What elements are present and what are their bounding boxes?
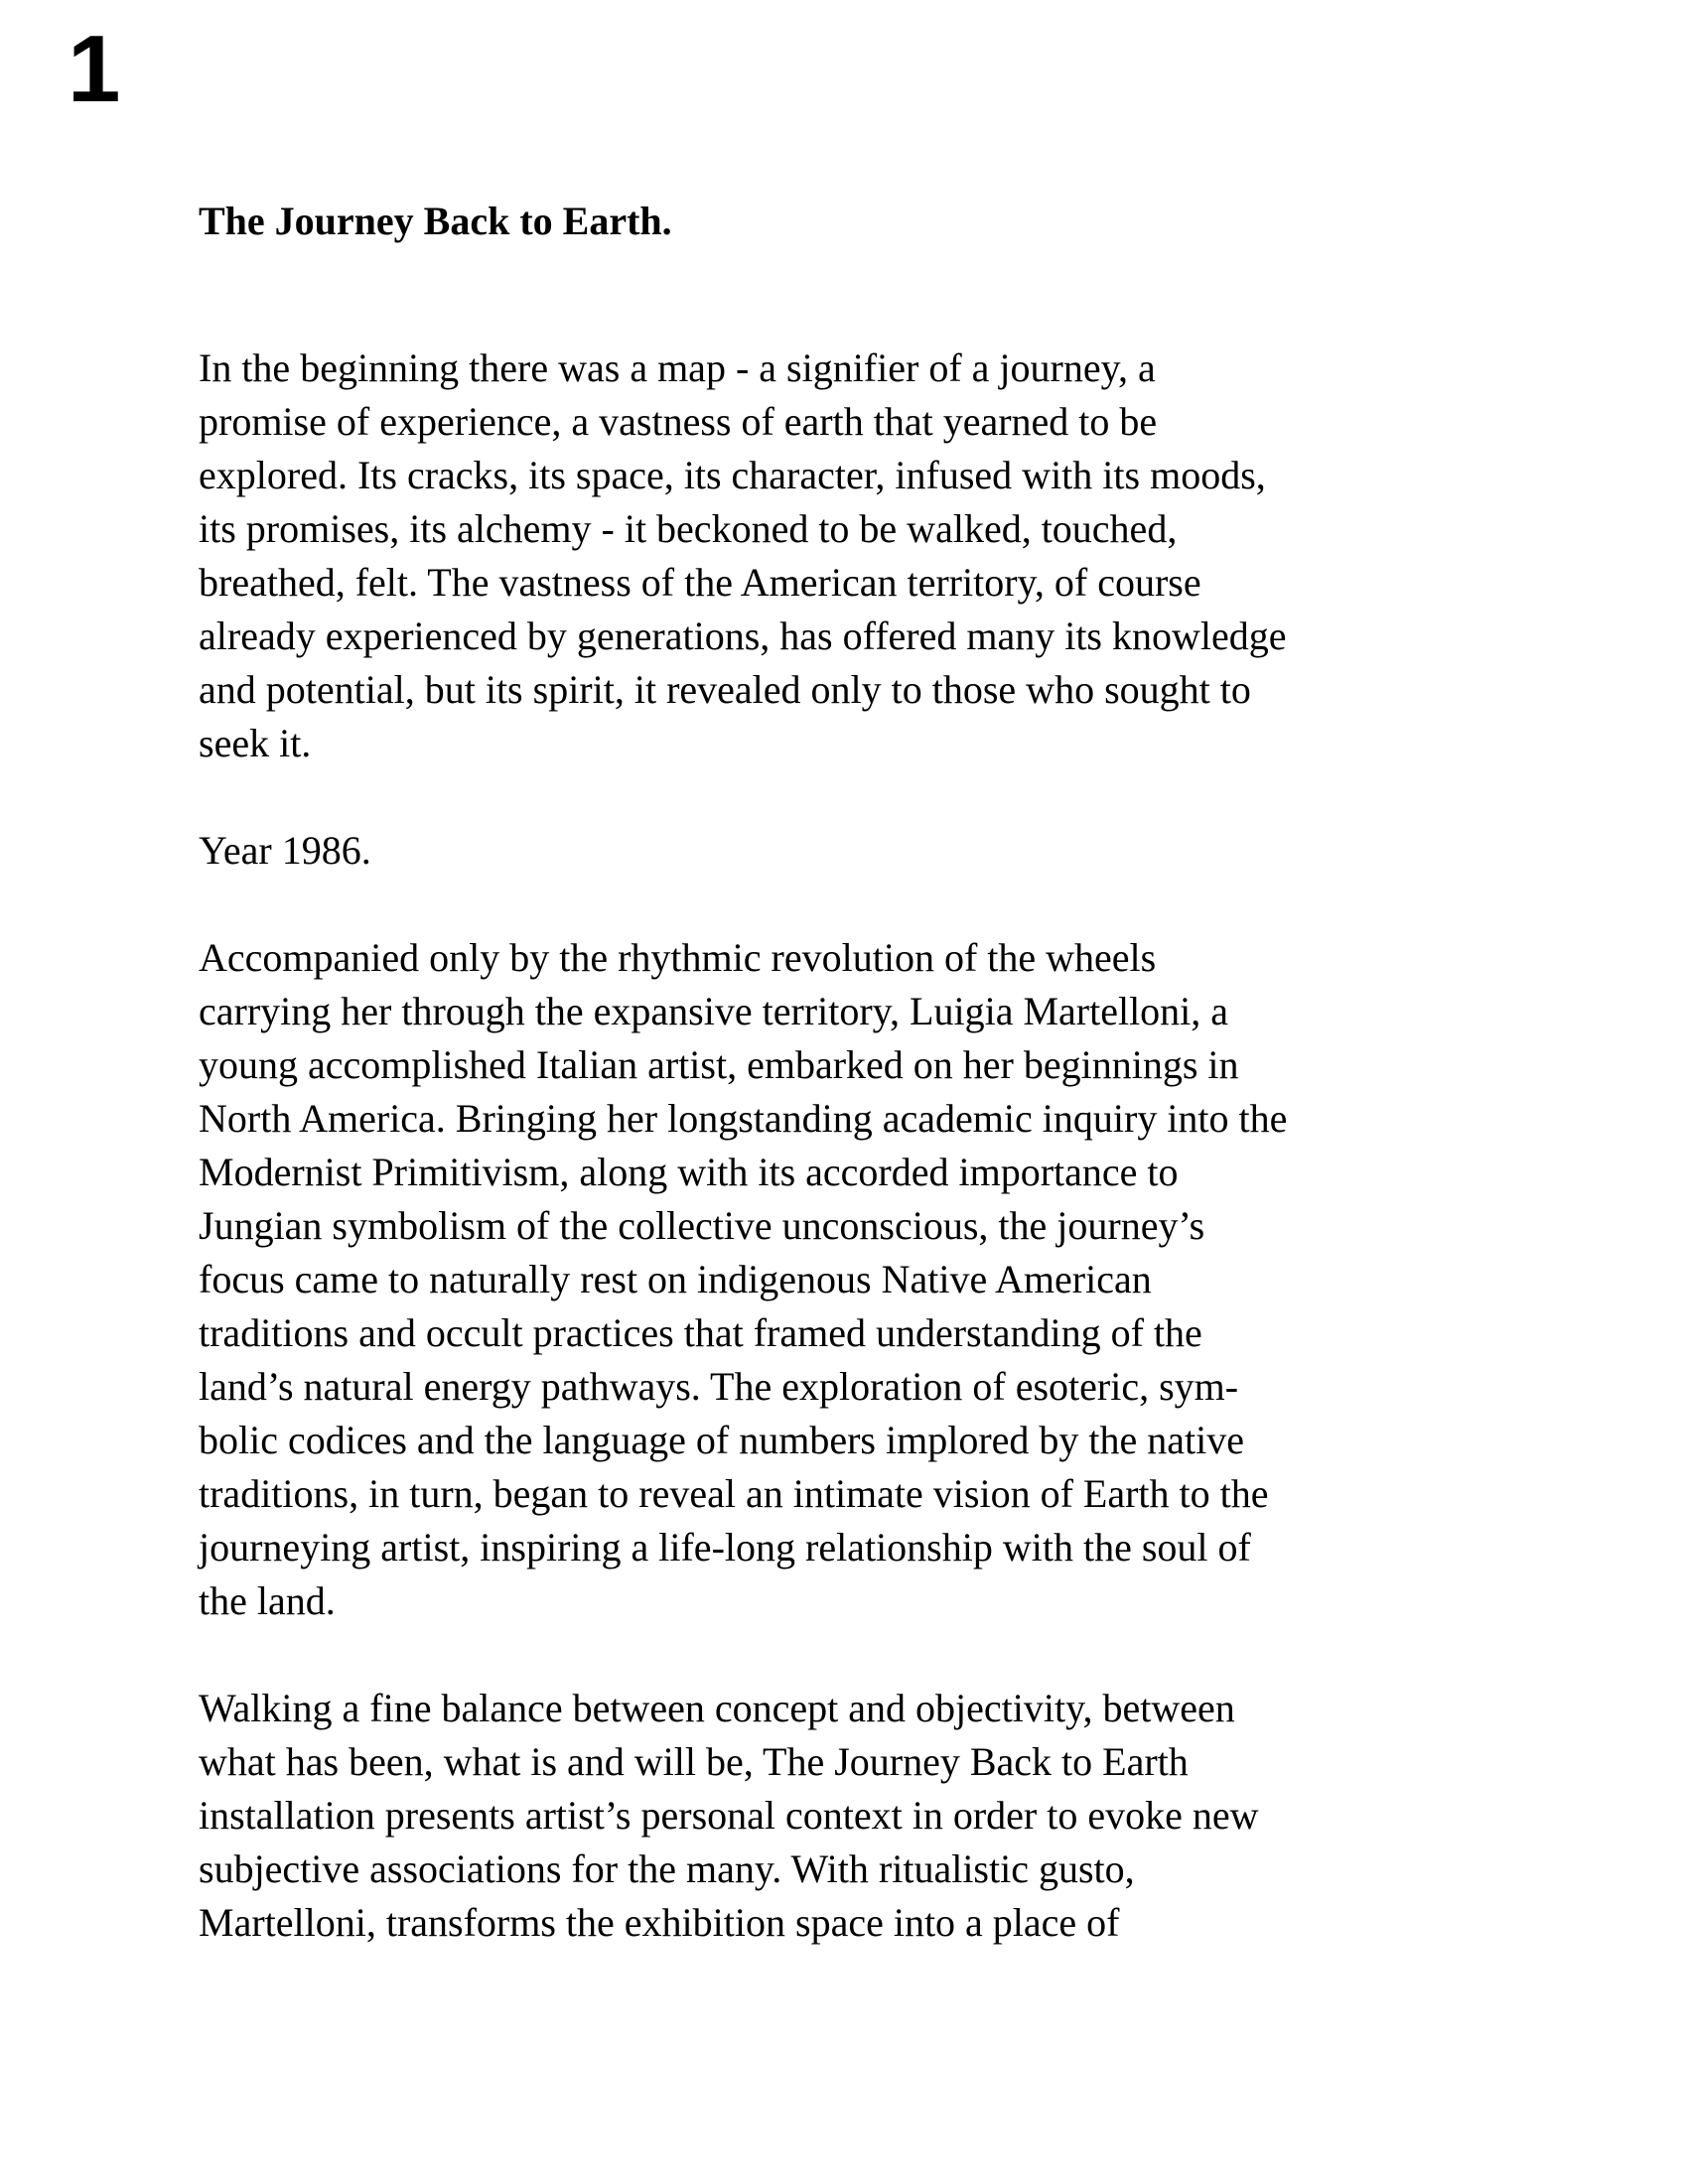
text-line: seek it. (199, 721, 312, 765)
text-line: what has been, what is and will be, The Journey Back to Earth (199, 1739, 1189, 1784)
text-line: and potential, but its spirit, it revealed only to those who sought to (199, 667, 1251, 712)
paragraph-installation (199, 1682, 1529, 1950)
text-line: Accompanied only by the rhythmic revolution of the wheels (199, 935, 1157, 980)
text-line: North America. Bringing her longstanding academic inquiry into the (199, 1096, 1288, 1141)
text-line: journeying artist, inspiring a life-long relationship with the soul of (199, 1525, 1251, 1570)
text-line: breathed, felt. The vastness of the American territory, of course (199, 560, 1201, 605)
text-line: bolic codices and the language of numbers implored by the native (199, 1418, 1245, 1462)
text-line: traditions and occult practices that framed understanding of the (199, 1310, 1202, 1355)
text-line: already experienced by generations, has offered many its knowledge (199, 614, 1287, 658)
text-line: In the beginning there was a map - a signifier of a journey, a (199, 345, 1156, 390)
text-line: its promises, its alchemy - it beckoned to be walked, touched, (199, 506, 1178, 551)
document-body (199, 195, 1529, 2003)
text-line: Walking a fine balance between concept and objectivity, between (199, 1686, 1235, 1730)
text-line: Modernist Primitivism, along with its accorded importance to (199, 1150, 1179, 1194)
text-line: Jungian symbolism of the collective unconscious, the journey’s (199, 1203, 1205, 1248)
paragraph-journey (199, 931, 1529, 1628)
text-line: focus came to naturally rest on indigenous Native American (199, 1257, 1152, 1301)
paragraph-year (199, 824, 1529, 878)
text-line: explored. Its cracks, its space, its character, infused with its moods, (199, 453, 1266, 497)
document-title: The Journey Back to Earth. (199, 199, 672, 243)
text-line: Year 1986. (199, 828, 371, 873)
text-line: subjective associations for the many. With ritualistic gusto, (199, 1846, 1135, 1891)
text-line: land’s natural energy pathways. The exploration of esoteric, sym- (199, 1364, 1239, 1409)
text-line: the land. (199, 1578, 336, 1623)
text-line: Martelloni, transforms the exhibition space into a place of (199, 1900, 1120, 1945)
text-line: traditions, in turn, began to reveal an intimate vision of Earth to the (199, 1471, 1269, 1516)
text-line: installation presents artist’s personal context in order to evoke new (199, 1793, 1259, 1838)
page-number: 1 (68, 16, 121, 122)
text-line: promise of experience, a vastness of earth that yearned to be (199, 399, 1158, 444)
paragraph-intro (199, 341, 1529, 770)
text-line: young accomplished Italian artist, embarked on her beginnings in (199, 1042, 1239, 1087)
text-line: carrying her through the expansive territory, Luigia Martelloni, a (199, 989, 1229, 1033)
